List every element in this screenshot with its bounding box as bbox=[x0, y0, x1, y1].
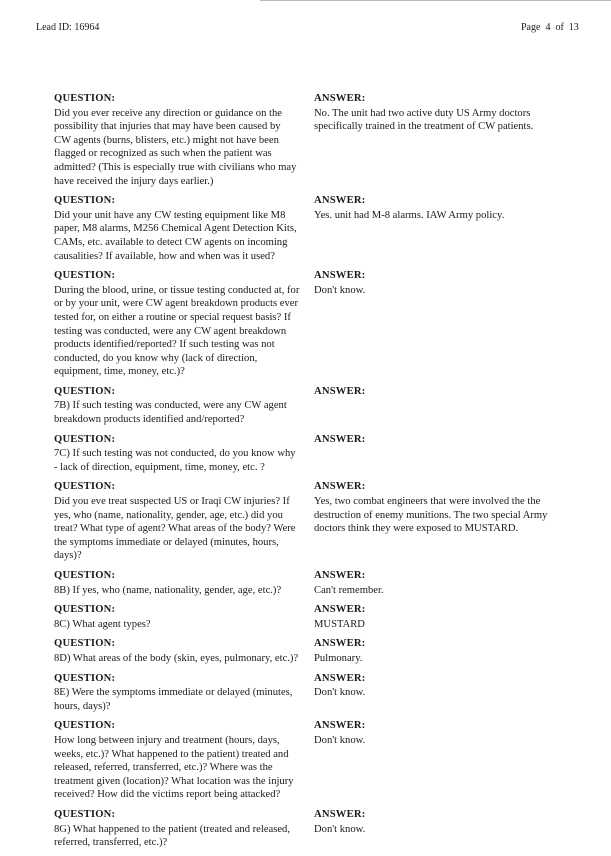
answer-text: Yes, two combat engineers that were involved the the destruction of enemy munitions. The two special Army doctors think they were exposed to MUSTARD. bbox=[314, 496, 548, 535]
answer-text: Don't know. bbox=[314, 734, 366, 746]
answer-block bbox=[314, 194, 580, 222]
qa-row bbox=[54, 808, 584, 850]
question-block bbox=[54, 385, 300, 427]
question-label: QUESTION: bbox=[54, 195, 116, 207]
question-label: QUESTION: bbox=[54, 385, 116, 397]
lead-id: Lead ID: 16964 bbox=[36, 22, 100, 33]
question-text: 7C) If such testing was not conducted, do you know why - lack of direction, equipment, time, money, etc. ? bbox=[54, 448, 296, 473]
question-block bbox=[54, 672, 300, 714]
question-text: 7B) If such testing was conducted, were any CW agent breakdown products identified and/reported? bbox=[54, 400, 287, 426]
question-text: How long between injury and treatment (hours, days, weeks, etc.)? What happened to the patient) treated and released, referred, transferred, etc.)? Where was the treatment given (location)? What location was the injury received? How did the victims report being attacked? bbox=[54, 734, 294, 801]
qa-row bbox=[54, 569, 584, 597]
question-block bbox=[54, 269, 300, 379]
answer-label: ANSWER: bbox=[314, 604, 366, 616]
answer-block bbox=[314, 603, 580, 631]
answer-label: ANSWER: bbox=[314, 433, 366, 445]
question-block bbox=[54, 603, 300, 631]
answer-label: ANSWER: bbox=[314, 195, 366, 207]
answer-block bbox=[314, 385, 580, 400]
answer-label: ANSWER: bbox=[314, 638, 366, 650]
qa-row bbox=[54, 480, 584, 563]
answer-label: ANSWER: bbox=[314, 385, 366, 397]
answer-block bbox=[314, 808, 580, 836]
question-block bbox=[54, 808, 300, 850]
question-text: 8C) What agent types? bbox=[54, 618, 151, 630]
answer-text: Don't know. bbox=[314, 284, 366, 296]
answer-label: ANSWER: bbox=[314, 270, 366, 282]
question-label: QUESTION: bbox=[54, 270, 116, 282]
question-block bbox=[54, 92, 300, 188]
answer-block bbox=[314, 719, 580, 747]
question-label: QUESTION: bbox=[54, 604, 116, 616]
answer-label: ANSWER: bbox=[314, 570, 366, 581]
answer-block bbox=[314, 672, 580, 700]
answer-label: ANSWER: bbox=[314, 481, 366, 493]
qa-row bbox=[54, 672, 584, 714]
answer-block bbox=[314, 433, 580, 448]
answer-text: Can't remember. bbox=[314, 584, 384, 596]
answer-block bbox=[314, 92, 580, 134]
answer-block bbox=[314, 269, 580, 297]
answer-label: ANSWER: bbox=[314, 720, 366, 732]
question-label: QUESTION: bbox=[54, 638, 116, 650]
question-block bbox=[54, 637, 300, 665]
qa-row bbox=[54, 385, 584, 427]
question-text: 8G) What happened to the patient (treated and released, referred, transferred, etc.)? bbox=[54, 823, 291, 849]
qa-row bbox=[54, 603, 584, 631]
question-block bbox=[54, 433, 300, 475]
question-text: Did your unit have any CW testing equipment like M8 paper, M8 alarms, M256 Chemical Agent Detection Kits, CAMs, etc. available to detect CW agents on incoming causalities? If available, how and when was it used? bbox=[54, 209, 297, 262]
answer-label: ANSWER: bbox=[314, 93, 366, 104]
page-number: Page 4 of 13 bbox=[521, 22, 579, 33]
qa-row bbox=[54, 92, 584, 188]
question-text: 8E) Were the symptoms immediate or delayed (minutes, hours, days)? bbox=[54, 687, 293, 712]
answer-label: ANSWER: bbox=[314, 808, 366, 820]
question-text: During the blood, urine, or tissue testing conducted at, for or by your unit, were CW agent breakdown products ever tested for, on either a routine or special request basis? If testing was conducted, were any CW agent breakdown products identified/reported? If such testing was not conducted, do you know why (lack of direction, equipment, time, money, etc.)? bbox=[54, 284, 300, 378]
scan-edge-line bbox=[260, 0, 611, 1]
answer-text: No. The unit had two active duty US Army doctors specifically trained in the treatment of CW patients. bbox=[314, 107, 534, 133]
question-block bbox=[54, 569, 300, 597]
answer-block bbox=[314, 569, 580, 597]
question-label: QUESTION: bbox=[54, 570, 116, 581]
answer-text: MUSTARD bbox=[314, 618, 365, 630]
question-text: 8D) What areas of the body (skin, eyes, pulmonary, etc.)? bbox=[54, 652, 299, 664]
answer-block bbox=[314, 480, 580, 535]
question-answer-list bbox=[54, 92, 584, 856]
question-label: QUESTION: bbox=[54, 720, 116, 732]
qa-row bbox=[54, 719, 584, 802]
answer-block bbox=[314, 637, 580, 665]
answer-text: Don't know. bbox=[314, 823, 366, 835]
question-label: QUESTION: bbox=[54, 481, 116, 493]
qa-row bbox=[54, 194, 584, 263]
question-text: Did you eve treat suspected US or Iraqi CW injuries? If yes, who (name, nationality, gender, age, etc.) did you treat? What type of agent? What areas of the body? Were the symptoms immediate or delayed (minutes, hours, days)? bbox=[54, 496, 296, 562]
question-text: Did you ever receive any direction or guidance on the possibility that injuries that may have been caused by CW agents (burns, blisters, etc.) might not have been flagged or recognized as such when the patient was admitted? (This is especially true with civilians who may have received the injury days earlier.) bbox=[54, 107, 297, 187]
qa-row bbox=[54, 637, 584, 665]
answer-text: Don't know. bbox=[314, 687, 366, 699]
qa-row bbox=[54, 433, 584, 475]
answer-label: ANSWER: bbox=[314, 672, 366, 684]
question-label: QUESTION: bbox=[54, 808, 116, 820]
answer-text: Yes. unit had M-8 alarms. IAW Army policy. bbox=[314, 209, 505, 221]
question-text: 8B) If yes, who (name, nationality, gender, age, etc.)? bbox=[54, 584, 282, 596]
answer-text: Pulmonary. bbox=[314, 652, 363, 664]
question-block bbox=[54, 719, 300, 802]
question-block bbox=[54, 480, 300, 563]
question-label: QUESTION: bbox=[54, 93, 116, 104]
question-block bbox=[54, 194, 300, 263]
question-label: QUESTION: bbox=[54, 672, 116, 684]
question-label: QUESTION: bbox=[54, 433, 116, 445]
qa-row bbox=[54, 269, 584, 379]
